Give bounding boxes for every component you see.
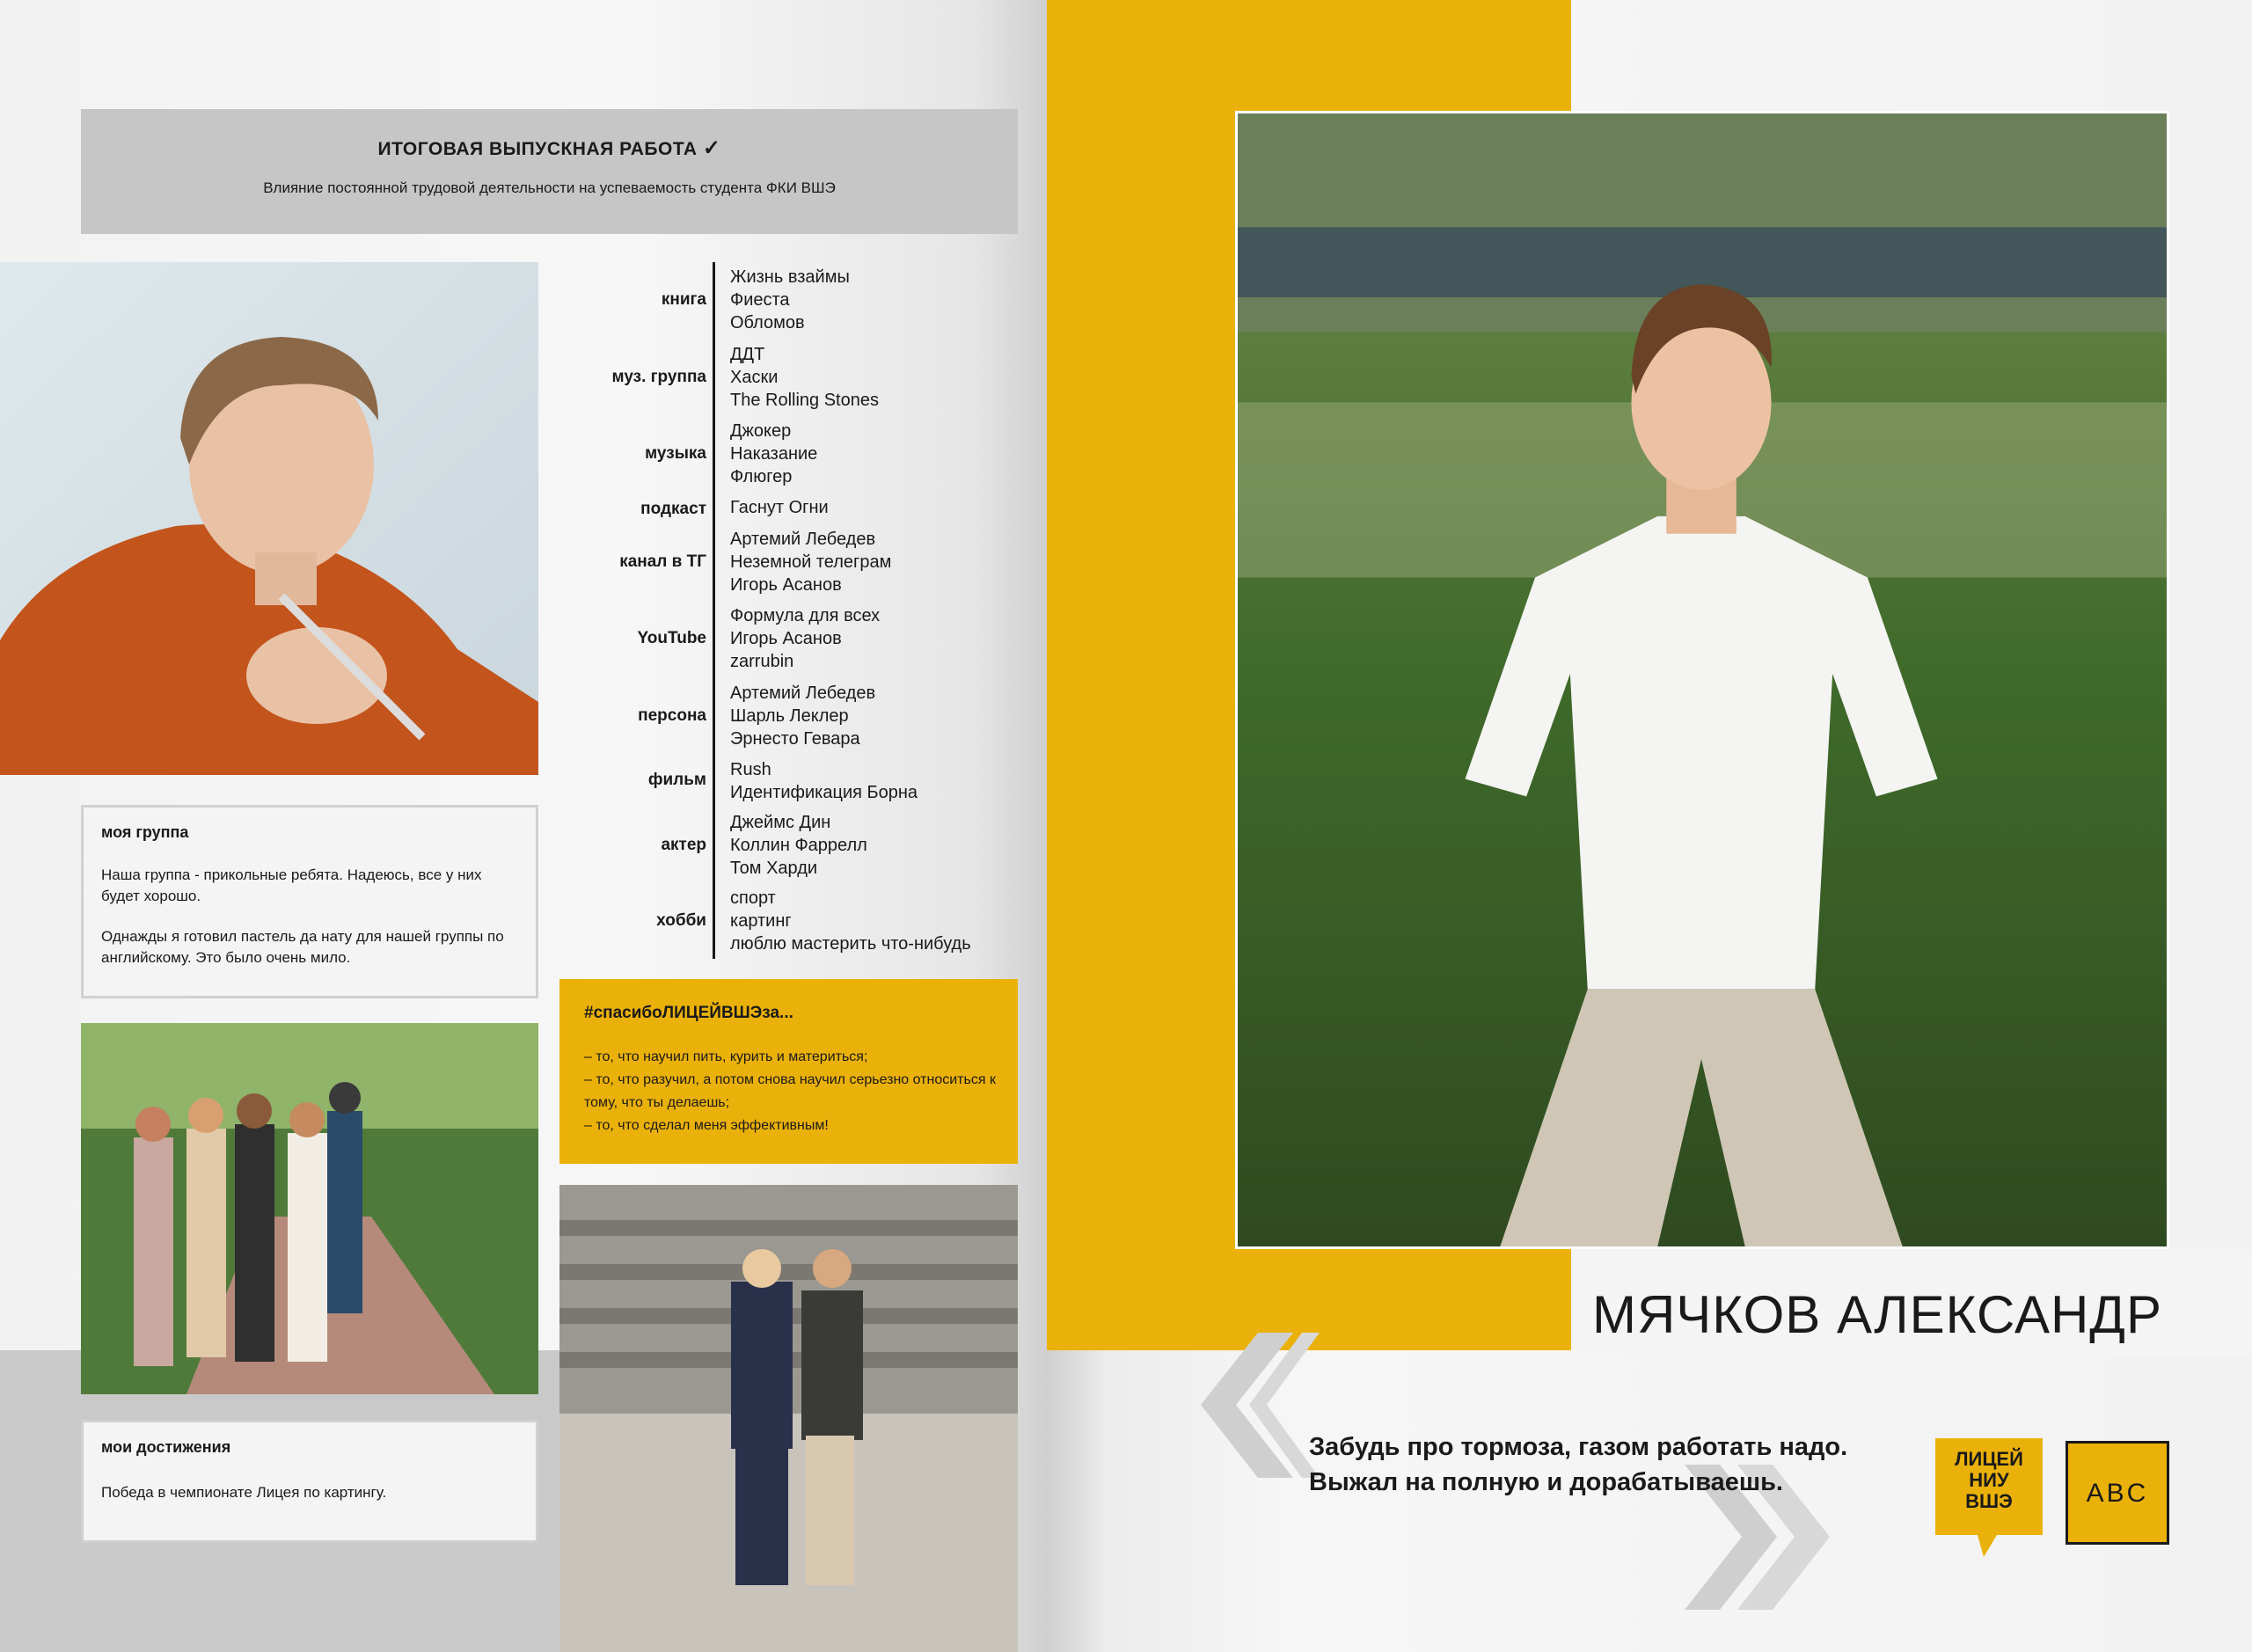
fav-category: подкаст [640, 500, 706, 518]
thesis-subtitle: Влияние постоянной трудовой деятельности на успеваемость студента ФКИ ВШЭ [263, 179, 836, 196]
fav-item: картинг [730, 911, 792, 931]
fav-item: Эрнесто Гевара [730, 729, 860, 749]
abc-logo [2066, 1441, 2169, 1545]
thanks-line: – то, что сделал меня эффективным! [584, 1118, 829, 1133]
fav-category: хобби [656, 911, 706, 930]
fav-item: Джеймс Дин [730, 813, 831, 832]
fav-item: zarrubin [730, 652, 794, 671]
fav-item: Артемий Лебедев [730, 530, 876, 549]
fav-item: Хаски [730, 368, 779, 387]
fav-category: персона [638, 706, 706, 725]
group-photo [81, 1023, 538, 1394]
quote-line: Забудь про тормоза, газом работать надо. [1309, 1433, 1848, 1461]
lyceum-logo-line: НИУ [1969, 1469, 2009, 1491]
thesis-banner [81, 109, 1018, 234]
lyceum-logo-line: ЛИЦЕЙ [1955, 1448, 2023, 1470]
fav-item: Неземной телеграм [730, 552, 892, 572]
fav-item: The Rolling Stones [730, 391, 879, 410]
fav-category: муз. группа [611, 368, 706, 386]
fav-category: фильм [647, 771, 706, 789]
fav-item: Формула для всех [730, 606, 881, 625]
fav-items [730, 604, 880, 673]
thanks-line: – то, что разучил, а потом снова научил серьезно относиться к тому, что ты делаешь; [584, 1072, 996, 1110]
thanks-title: #спасибоЛИЦЕЙВШЭза... [584, 1004, 793, 1022]
favorites-list [572, 262, 1029, 959]
thanks-box [559, 979, 1018, 1164]
open-quote-icon [1188, 1333, 1320, 1478]
achievements-text: Победа в чемпионате Лицея по картингу. [101, 1484, 387, 1501]
student-quote [1309, 1429, 1847, 1500]
thesis-title-text: ИТОГОВАЯ ВЫПУСКНАЯ РАБОТА [377, 139, 698, 159]
thanks-line: – то, что научил пить, курить и материться; [584, 1049, 868, 1064]
fav-item: Том Харди [730, 859, 818, 878]
fav-item: Наказание [730, 444, 818, 464]
fav-item: Артемий Лебедев [730, 683, 876, 703]
lyceum-logo [1935, 1438, 2043, 1557]
fav-items [730, 887, 971, 955]
thanks-lines [584, 1046, 998, 1137]
fav-item: Коллин Фаррелл [730, 836, 867, 855]
fav-category: YouTube [637, 629, 706, 647]
abc-logo-text: ABC [2086, 1479, 2149, 1508]
fav-category: книга [661, 290, 706, 309]
my-group-box [81, 805, 538, 998]
portrait-photo [0, 262, 538, 775]
fav-item: Обломов [730, 313, 805, 333]
fav-items [730, 682, 875, 750]
main-photo [1235, 111, 2169, 1249]
achievements-title: мои достижения [101, 1438, 231, 1456]
my-group-title: моя группа [101, 823, 189, 841]
fav-items [730, 811, 867, 880]
lyceum-logo-line: ВШЭ [1965, 1490, 2013, 1512]
check-icon: ✓ [702, 136, 721, 160]
my-group-paragraph: Однажды я готовил пастель да нату для нашей группы по английскому. Это было очень мило. [101, 928, 504, 966]
fav-category: канал в ТГ [619, 552, 706, 571]
student-name: МЯЧКОВ АЛЕКСАНДР [1592, 1285, 2162, 1344]
fav-item: Rush [730, 760, 771, 779]
fav-item: Гаснут Огни [730, 498, 829, 517]
fav-items [730, 266, 850, 334]
fav-item: Флюгер [730, 467, 793, 486]
my-group-paragraph: Наша группа - прикольные ребята. Надеюсь, все у них будет хорошо. [101, 866, 482, 904]
fav-items [730, 420, 817, 488]
fav-items [730, 343, 879, 412]
fav-item: Игорь Асанов [730, 629, 842, 648]
fav-category: музыка [645, 444, 706, 463]
fav-item: ДДТ [730, 345, 765, 364]
achievements-box [81, 1420, 538, 1543]
fav-category: актер [661, 836, 706, 854]
my-group-text [101, 865, 523, 969]
fav-item: Джокер [730, 421, 792, 441]
favorites-divider [713, 262, 715, 959]
fav-items [730, 496, 829, 519]
thesis-title [81, 135, 1018, 161]
fav-item: Идентификация Борна [730, 783, 918, 802]
fav-item: люблю мастерить что-нибудь [730, 934, 971, 954]
stairs-photo [559, 1185, 1018, 1652]
fav-item: Жизнь взаймы [730, 267, 850, 287]
lyceum-logo-text [1935, 1449, 2043, 1512]
fav-item: спорт [730, 888, 776, 908]
quote-line: Выжал на полную и дорабатываешь. [1309, 1468, 1783, 1496]
fav-items [730, 528, 891, 596]
fav-item: Шарль Леклер [730, 706, 849, 726]
fav-item: Фиеста [730, 290, 790, 310]
fav-items [730, 758, 918, 804]
fav-item: Игорь Асанов [730, 575, 842, 595]
